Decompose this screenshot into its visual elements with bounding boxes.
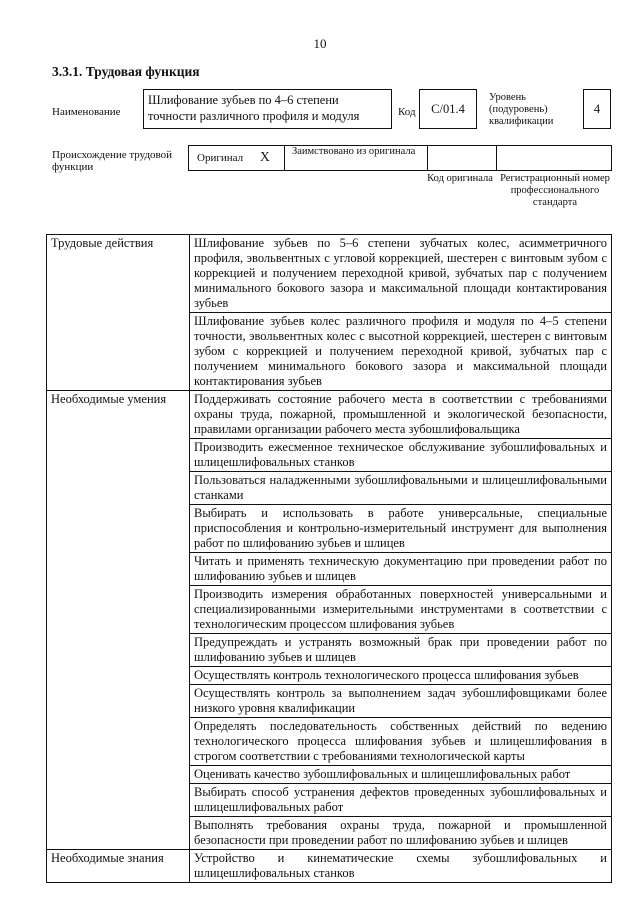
original-mark: X [260, 149, 270, 164]
section-item: Предупреждать и устранять возможный брак при проведении работ по шлифованию зубьев и шлицев [190, 634, 612, 667]
function-details-table [46, 234, 612, 883]
section-item: Оценивать качество зубошлифовальных и шлицешлифовальных работ [190, 766, 612, 784]
original-label: Оригинал [197, 152, 244, 164]
page-number: 10 [313, 36, 327, 51]
table-row [47, 235, 612, 313]
section-title: 3.3.1. Трудовая функция [52, 64, 200, 79]
level-label: Уровень (подуровень) квалификации [489, 92, 554, 127]
section-item: Производить ежесменное техническое обслуживание зубошлифовальных и шлицешлифовальных станков [190, 439, 612, 472]
origin-code-cell [427, 146, 497, 170]
function-details-body [47, 235, 612, 883]
section-item: Читать и применять техническую документацию при проведении работ по шлифованию зубьев и шлицев [190, 553, 612, 586]
section-heading: Необходимые знания [47, 850, 190, 883]
registration-number-caption: Регистрационный номер профессионального стандарта [500, 173, 610, 208]
name-label: Наименование [52, 106, 121, 118]
table-row [47, 850, 612, 883]
section-item: Выбирать и использовать в работе универсальные, специальные приспособления и контрольно-измерительный инструмент для выполнения работ по шлифованию зубьев и шлицев [190, 505, 612, 553]
section-item: Выполнять требования охраны труда, пожарной и промышленной безопасности при проведении работ по шлифованию зубьев и шлицев [190, 817, 612, 850]
origin-label: Происхождение трудовой функции [52, 149, 173, 173]
function-name-box: Шлифование зубьев по 4–6 степени точности различного профиля и модуля [143, 89, 392, 129]
function-code-box: C/01.4 [419, 89, 477, 129]
table-row [47, 391, 612, 439]
section-item: Производить измерения обработанных поверхностей универсальными и специализированными измерительными инструментами в соответствии с технологическим процессом шлифования зубьев [190, 586, 612, 634]
section-item: Шлифование зубьев колес различного профиля и модуля по 4–5 степени точности, эвольвентных колес с высотной коррекцией, шестерен с винтовым зубом с коррекцией и получением переходной кривой, зубчатых пар с получением минимального бокового зазора и максимальной площади контактирования зубьев [190, 313, 612, 391]
section-item: Шлифование зубьев по 5–6 степени зубчатых колес, асимметричного профиля, эвольвентных с угловой коррекцией, шестерен с винтовым зубом с коррекцией и получением переходной кривой, зубчатых пар с получением минимального бокового зазора и максимальной площади контактирования зубьев [190, 235, 612, 313]
section-item: Выбирать способ устранения дефектов проведенных зубошлифовальных и шлицешлифовальных работ [190, 784, 612, 817]
section-item: Поддерживать состояние рабочего места в соответствии с требованиями охраны труда, пожарной, промышленной и экологической безопасности, правилами организации рабочего места зубошлифовальщика [190, 391, 612, 439]
section-item: Пользоваться наладженными зубошлифовальными и шлицешлифовальными станками [190, 472, 612, 505]
code-label: Код [398, 106, 416, 118]
section-heading: Трудовые действия [47, 235, 190, 391]
section-heading: Необходимые умения [47, 391, 190, 850]
section-item: Осуществлять контроль технологического процесса шлифования зубьев [190, 667, 612, 685]
section-item: Определять последовательность собственных действий по ведению технологического процесса шлифования зубьев и шлицешлифования в строгом соответствии с требованиями технологической карты [190, 718, 612, 766]
level-box: 4 [583, 89, 611, 129]
borrowed-label: Заимствовано из оригинала [292, 146, 416, 157]
section-item: Осуществлять контроль за выполнением задач зубошлифовщиками более низкого уровня квалификации [190, 685, 612, 718]
original-code-caption: Код оригинала [427, 173, 493, 184]
section-item: Устройство и кинематические схемы зубошлифовальных и шлицешлифовальных станков [190, 850, 612, 883]
